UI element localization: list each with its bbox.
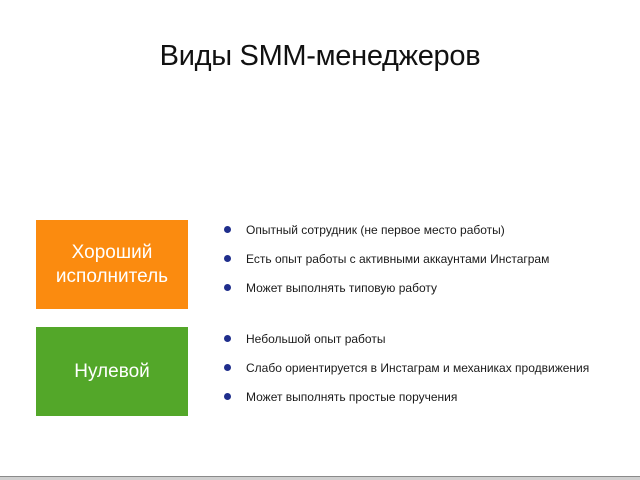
bullet-dot-icon bbox=[224, 393, 231, 400]
level-label: Нулевой bbox=[74, 360, 150, 382]
list-item bbox=[222, 280, 549, 309]
level-box-good-performer bbox=[36, 220, 188, 309]
bullet-dot-icon bbox=[224, 255, 231, 262]
bullet-text: Есть опыт работы с активными аккаунтами Инстаграм bbox=[246, 252, 550, 266]
bullet-text: Слабо ориентируется в Инстаграм и механиках продвижения bbox=[246, 361, 590, 375]
bullet-list-good-performer bbox=[222, 222, 549, 309]
bullet-text: Может выполнять типовую работу bbox=[246, 281, 437, 295]
list-item bbox=[222, 222, 549, 251]
bullet-dot-icon bbox=[224, 226, 231, 233]
bullet-list-zero bbox=[222, 331, 589, 418]
bullet-dot-icon bbox=[224, 335, 231, 342]
list-item bbox=[222, 331, 589, 360]
level-label: Хороший исполнитель bbox=[55, 241, 169, 287]
list-item bbox=[222, 360, 589, 389]
bottom-divider bbox=[0, 476, 640, 480]
bullet-text: Опытный сотрудник (не первое место работы) bbox=[246, 223, 505, 237]
level-box-zero bbox=[36, 327, 188, 416]
slide-title: Виды SMM-менеджеров bbox=[159, 40, 481, 72]
list-item bbox=[222, 251, 549, 280]
bullet-dot-icon bbox=[224, 284, 231, 291]
bullet-dot-icon bbox=[224, 364, 231, 371]
list-item bbox=[222, 389, 589, 418]
bullet-text: Может выполнять простые поручения bbox=[246, 390, 458, 404]
bullet-text: Небольшой опыт работы bbox=[246, 332, 386, 346]
